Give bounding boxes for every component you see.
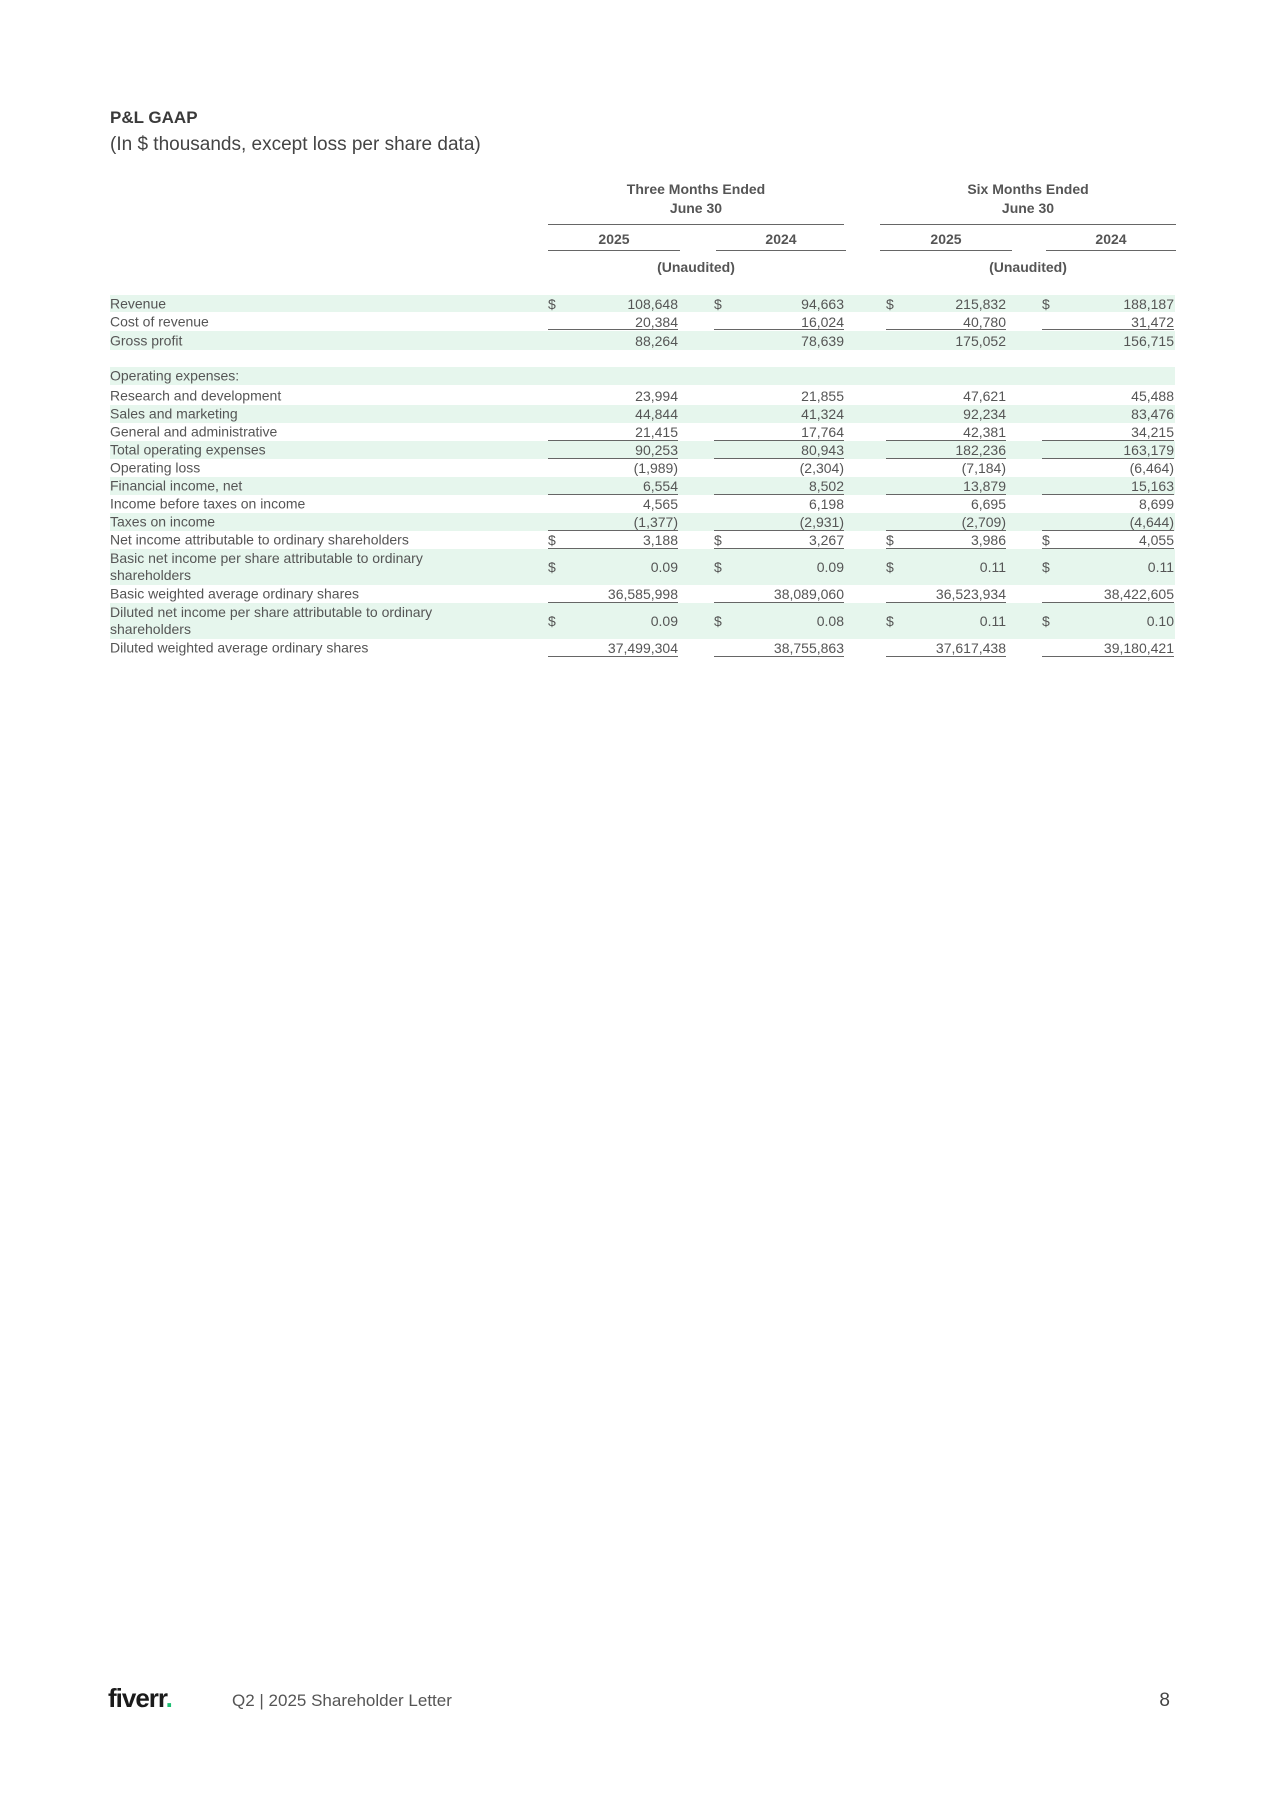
row-label: Financial income, net — [110, 477, 243, 494]
row-value: (2,709) — [961, 514, 1006, 530]
row-value: 44,844 — [635, 406, 678, 422]
group-header-line1: Six Months Ended — [967, 181, 1089, 197]
currency-symbol: $ — [886, 613, 894, 629]
row-value: 4,055 — [1138, 532, 1174, 548]
row-label: Diluted weighted average ordinary shares — [110, 639, 369, 656]
table-row — [110, 495, 1175, 513]
row-value: 163,179 — [1123, 442, 1174, 458]
row-value: 0.09 — [816, 559, 844, 575]
row-value: 6,695 — [970, 496, 1006, 512]
currency-symbol: $ — [548, 613, 556, 629]
row-value: 31,472 — [1131, 313, 1174, 330]
row-value: 94,663 — [801, 295, 844, 312]
row-value: 23,994 — [635, 388, 678, 404]
row-value: 37,499,304 — [607, 640, 678, 656]
currency-symbol: $ — [714, 613, 722, 629]
year-rule — [716, 250, 846, 251]
cell-underline — [886, 656, 1006, 657]
year-rule — [880, 250, 1012, 251]
row-label: Revenue — [110, 295, 167, 311]
table-row — [110, 639, 1175, 657]
group-header-three-months — [548, 181, 844, 216]
group-header-line2: June 30 — [669, 200, 723, 216]
cell-underline — [714, 329, 844, 330]
row-label: Income before taxes on income — [110, 495, 306, 512]
currency-symbol: $ — [886, 532, 894, 548]
row-value: 0.11 — [979, 613, 1006, 629]
table-row — [110, 459, 1175, 477]
row-label: Basic weighted average ordinary shares — [110, 585, 360, 602]
unaudited-label: (Unaudited) — [989, 259, 1067, 275]
logo-dot: . — [165, 1683, 172, 1713]
fiverr-logo — [108, 1683, 172, 1714]
row-value: 0.11 — [1147, 559, 1174, 575]
row-value: (7,184) — [961, 460, 1006, 476]
row-value: (1,989) — [633, 460, 678, 476]
table-row — [110, 295, 1175, 312]
row-value: (4,644) — [1129, 514, 1174, 530]
row-value: (2,304) — [799, 460, 844, 476]
year-rule — [1046, 250, 1176, 251]
row-label: Basic net income per share attributable to ordinary shareholders — [110, 550, 423, 583]
group-header-line1: Three Months Ended — [626, 181, 766, 197]
currency-symbol: $ — [1042, 559, 1050, 575]
row-value: 4,565 — [642, 496, 678, 512]
cell-underline — [548, 656, 678, 657]
year-header: 2025 — [598, 231, 630, 247]
currency-symbol: $ — [1042, 295, 1050, 312]
row-value: 38,422,605 — [1103, 586, 1174, 602]
row-value: 38,089,060 — [773, 586, 844, 602]
table-row — [110, 531, 1175, 549]
table-row — [110, 585, 1175, 603]
row-value: 37,617,438 — [935, 640, 1006, 656]
row-value: 16,024 — [801, 313, 844, 330]
currency-symbol: $ — [1042, 532, 1050, 548]
row-value: 0.09 — [650, 613, 678, 629]
currency-symbol: $ — [714, 295, 722, 312]
year-header: 2025 — [930, 231, 962, 247]
row-value: 36,585,998 — [607, 586, 678, 602]
row-value: 21,855 — [801, 388, 844, 404]
table-row — [110, 331, 1175, 350]
row-value: (2,931) — [799, 514, 844, 530]
row-value: 17,764 — [801, 424, 844, 440]
currency-symbol: $ — [548, 559, 556, 575]
row-label: Sales and marketing — [110, 405, 238, 422]
year-header: 2024 — [765, 231, 797, 247]
row-value: 42,381 — [963, 424, 1006, 440]
group-header-six-months — [880, 181, 1176, 216]
year-header: 2024 — [1095, 231, 1127, 247]
row-label: General and administrative — [110, 423, 278, 440]
group-rule — [880, 224, 1176, 225]
cell-underline — [886, 329, 1006, 330]
table-row — [110, 603, 1175, 639]
row-value: 0.11 — [979, 559, 1006, 575]
row-value: 175,052 — [955, 332, 1006, 349]
row-value: 108,648 — [627, 295, 678, 312]
group-rule — [548, 224, 844, 225]
row-value: 90,253 — [635, 442, 678, 458]
row-value: 182,236 — [955, 442, 1006, 458]
row-value: 3,188 — [642, 532, 678, 548]
row-value: 15,163 — [1131, 478, 1174, 494]
row-value: 6,198 — [808, 496, 844, 512]
row-value: 41,324 — [801, 406, 844, 422]
row-value: 88,264 — [635, 332, 678, 349]
row-value: (1,377) — [633, 514, 678, 530]
table-row — [110, 549, 1175, 585]
row-value: 215,832 — [955, 295, 1006, 312]
row-value: 3,267 — [808, 532, 844, 548]
row-value: (6,464) — [1129, 460, 1174, 476]
row-label: Total operating expenses — [110, 441, 266, 458]
table-row — [110, 405, 1175, 423]
currency-symbol: $ — [548, 532, 556, 548]
row-label: Gross profit — [110, 332, 183, 348]
currency-symbol: $ — [886, 559, 894, 575]
row-label: Net income attributable to ordinary shareholders — [110, 531, 409, 548]
row-label: Operating expenses: — [110, 367, 240, 384]
row-value: 0.10 — [1146, 613, 1174, 629]
logo-text: fiverr — [108, 1683, 166, 1713]
row-label: Diluted net income per share attributable to ordinary shareholders — [110, 604, 433, 637]
page-number: 8 — [1159, 1690, 1170, 1711]
row-value: 20,384 — [635, 313, 678, 330]
row-value: 45,488 — [1131, 388, 1174, 404]
row-value: 0.09 — [650, 559, 678, 575]
cell-underline — [714, 656, 844, 657]
table-row — [110, 513, 1175, 531]
cell-underline — [1042, 656, 1174, 657]
year-rule — [548, 250, 680, 251]
currency-symbol: $ — [1042, 613, 1050, 629]
row-value: 13,879 — [963, 478, 1006, 494]
row-label: Taxes on income — [110, 513, 216, 530]
row-label: Research and development — [110, 387, 282, 404]
table-row — [110, 367, 1175, 385]
cell-underline — [1042, 329, 1174, 330]
row-value: 188,187 — [1123, 295, 1174, 312]
unaudited-label: (Unaudited) — [657, 259, 735, 275]
row-value: 21,415 — [635, 424, 678, 440]
row-value: 83,476 — [1131, 406, 1174, 422]
group-header-line2: June 30 — [1001, 200, 1055, 216]
table-row — [110, 387, 1175, 405]
row-value: 6,554 — [642, 478, 678, 494]
table-row — [110, 477, 1175, 495]
currency-symbol: $ — [548, 295, 556, 312]
row-label: Cost of revenue — [110, 313, 209, 329]
letter-title: Q2 | 2025 Shareholder Letter — [232, 1691, 452, 1710]
table-row — [110, 423, 1175, 441]
row-value: 0.08 — [816, 613, 844, 629]
table-row — [110, 441, 1175, 459]
cell-underline — [548, 329, 678, 330]
row-value: 78,639 — [801, 332, 844, 349]
row-value: 39,180,421 — [1103, 640, 1174, 656]
currency-symbol: $ — [886, 295, 894, 312]
row-value: 156,715 — [1123, 332, 1174, 349]
row-value: 80,943 — [801, 442, 844, 458]
row-value: 92,234 — [963, 406, 1006, 422]
row-value: 8,699 — [1138, 496, 1174, 512]
row-value: 34,215 — [1131, 424, 1174, 440]
row-value: 38,755,863 — [773, 640, 844, 656]
row-value: 8,502 — [808, 478, 844, 494]
row-value: 40,780 — [963, 313, 1006, 330]
row-value: 47,621 — [963, 388, 1006, 404]
row-value: 3,986 — [970, 532, 1006, 548]
page-subtitle: (In $ thousands, except loss per share data) — [110, 134, 481, 155]
page-title: P&L GAAP — [110, 108, 198, 127]
currency-symbol: $ — [714, 559, 722, 575]
table-row — [110, 313, 1175, 330]
row-value: 36,523,934 — [935, 586, 1006, 602]
row-label: Operating loss — [110, 459, 201, 476]
currency-symbol: $ — [714, 532, 722, 548]
